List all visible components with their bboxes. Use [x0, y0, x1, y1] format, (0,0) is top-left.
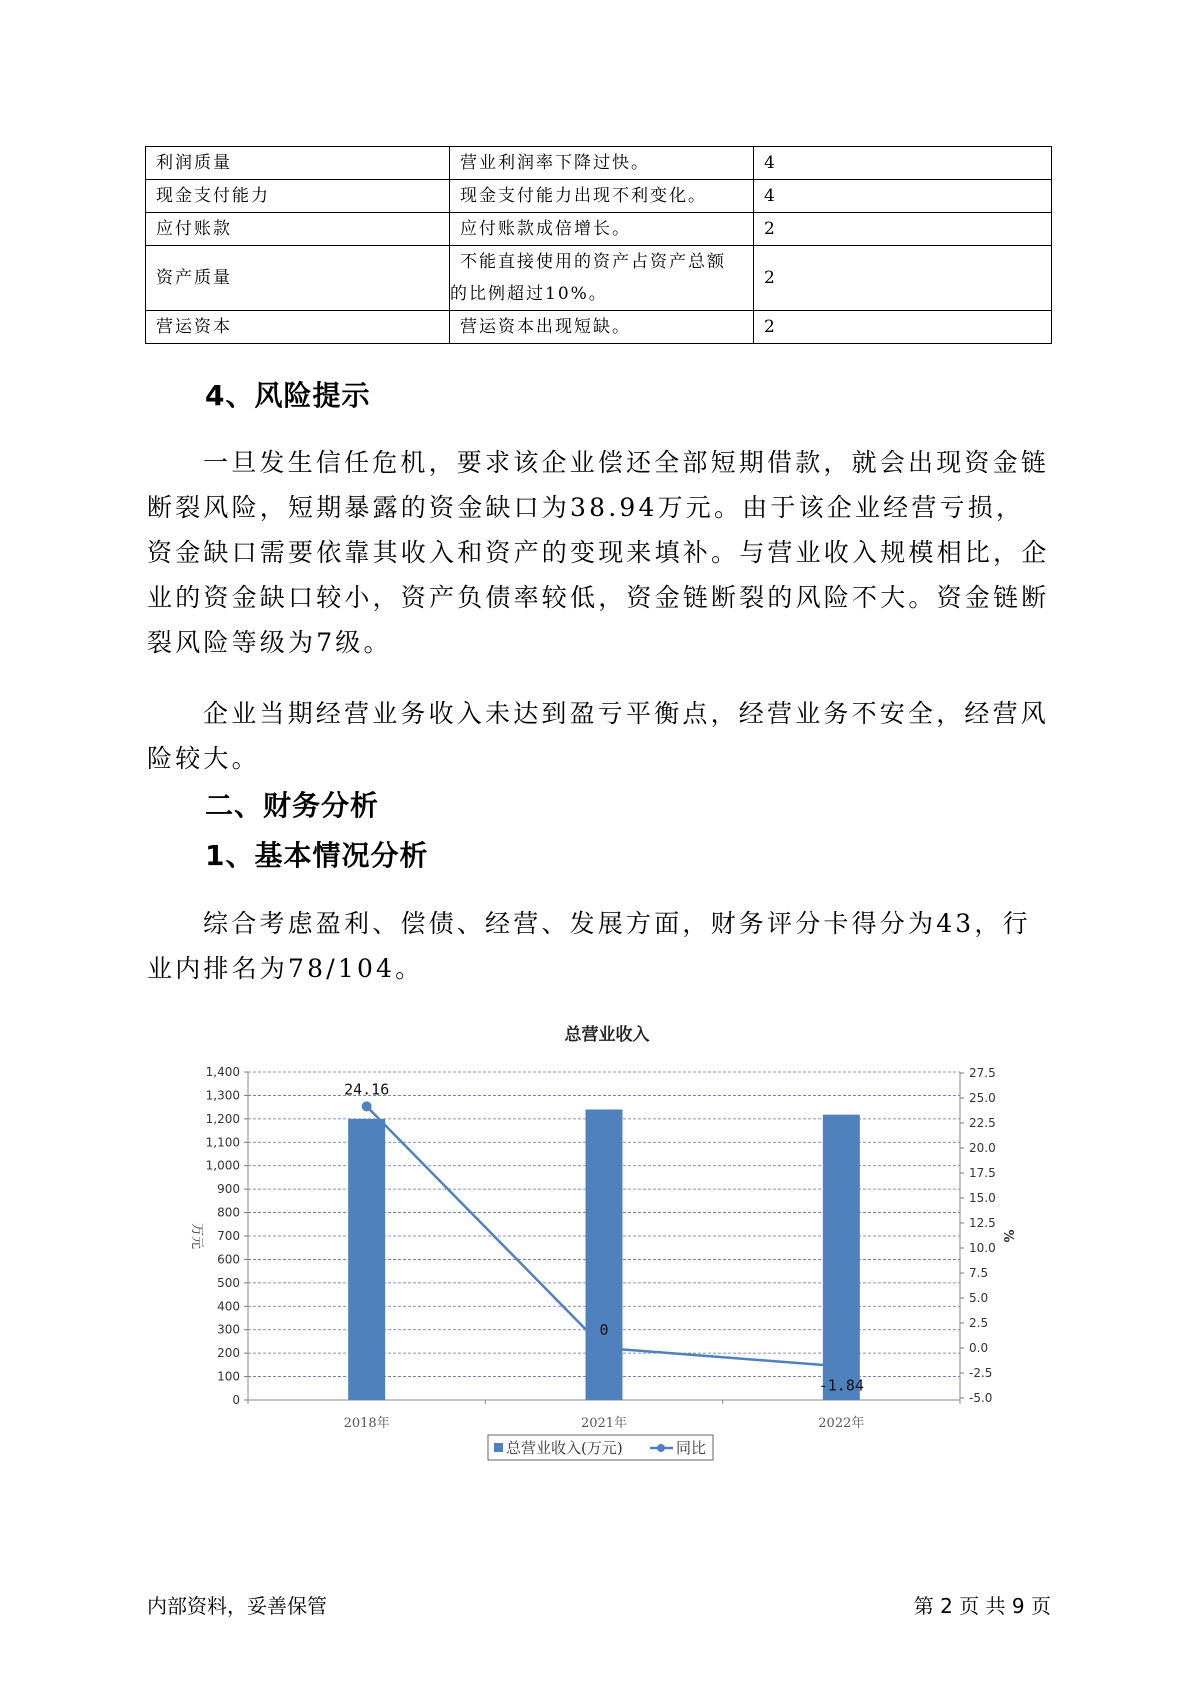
- y-left-tick-label: 1,000: [205, 1158, 240, 1173]
- y-right-tick-label: 17.5: [969, 1166, 996, 1180]
- legend-bar-label: 总营业收入(万元): [506, 1439, 623, 1457]
- table-cell-score: 2: [754, 246, 1052, 311]
- table-row: [146, 311, 1052, 344]
- y-right-tick-label: -2.5: [969, 1366, 993, 1380]
- table-cell-score: 4: [754, 147, 1052, 180]
- yoy-label: 24.16: [344, 1080, 390, 1099]
- issues-table: [145, 146, 1052, 344]
- y-left-tick-label: 800: [217, 1205, 240, 1220]
- x-tick-label: 2021年: [580, 1416, 628, 1431]
- y-right-tick-label: 5.0: [969, 1291, 989, 1305]
- y-left-tick-label: 300: [217, 1322, 240, 1337]
- y-left-tick-label: 1,100: [205, 1135, 240, 1150]
- x-tick-label: 2018年: [343, 1416, 390, 1431]
- y-left-axis-label: 万元: [189, 1222, 204, 1250]
- revenue-chart: [0, 1005, 1191, 1485]
- section4-paragraph-1: 一旦发生信任危机，要求该企业偿还全部短期借款，就会出现资金链断裂风险，短期暴露的资金缺口为38.94万元。由于该企业经营亏损，资金缺口需要依靠其收入和资产的变现来填补。与营业收入规模相比，企业的资金缺口较小，资产负债率较低，资金链断裂的风险不大。资金链断裂风险等级为7级。: [147, 448, 1050, 657]
- table-cell-item: 资产质量: [146, 246, 450, 311]
- table-row: [146, 213, 1052, 246]
- y-left-tick-label: 500: [217, 1275, 240, 1290]
- y-right-tick-label: -5.0: [969, 1391, 993, 1405]
- legend-bar-swatch: [494, 1443, 503, 1452]
- yoy-point: [362, 1101, 372, 1111]
- footer-page-number: 第 2 页 共 9 页: [913, 1594, 1051, 1618]
- y-right-tick-label: 20.0: [969, 1141, 996, 1155]
- section4-heading: 4、风险提示: [205, 379, 371, 412]
- y-right-tick-label: 15.0: [969, 1191, 996, 1205]
- basic-analysis-heading: 1、基本情况分析: [205, 839, 429, 872]
- table-row: [146, 147, 1052, 180]
- yoy-label: 0: [599, 1321, 609, 1339]
- y-right-axis-label: %: [1000, 1229, 1015, 1243]
- y-right-tick-label: 2.5: [969, 1316, 989, 1330]
- y-right-tick-label: 27.5: [969, 1066, 996, 1080]
- y-right-tick-label: 22.5: [969, 1116, 996, 1130]
- table-cell-score: 2: [754, 213, 1052, 246]
- section4-paragraph-2: 企业当期经营业务收入未达到盈亏平衡点，经营业务不安全，经营风险较大。: [147, 699, 1050, 773]
- y-left-tick-label: 1,400: [205, 1065, 240, 1079]
- table-cell-description: 营运资本出现短缺。: [450, 311, 754, 344]
- bar-2021年: [586, 1109, 623, 1400]
- bar-2022年: [823, 1115, 860, 1400]
- table-cell-item: 现金支付能力: [146, 180, 450, 213]
- table-row: [146, 246, 1052, 311]
- y-right-tick-label: 25.0: [969, 1091, 996, 1105]
- y-left-tick-label: 1,200: [205, 1111, 240, 1126]
- yoy-label: -1.84: [818, 1376, 864, 1395]
- y-left-tick-label: 600: [217, 1252, 240, 1267]
- table-cell-score: 2: [754, 311, 1052, 344]
- table-cell-item: 营运资本: [146, 311, 450, 344]
- table-row: [146, 180, 1052, 213]
- table-cell-score: 4: [754, 180, 1052, 213]
- bar-2018年: [348, 1119, 385, 1400]
- y-right-tick-label: 12.5: [969, 1216, 996, 1230]
- table-cell-description: 营业利润率下降过快。: [450, 147, 754, 180]
- legend-line-marker: [657, 1444, 665, 1452]
- legend-line-label: 同比: [676, 1439, 707, 1457]
- y-left-tick-label: 700: [217, 1229, 240, 1243]
- y-right-tick-label: 10.0: [969, 1241, 996, 1255]
- y-left-tick-label: 900: [217, 1182, 240, 1197]
- finance-heading: 二、财务分析: [205, 789, 380, 822]
- x-tick-label: 2022年: [818, 1416, 865, 1431]
- y-left-tick-label: 1,300: [205, 1088, 240, 1103]
- footer-confidential: 内部资料，妥善保管: [147, 1594, 327, 1618]
- table-cell-description: 不能直接使用的资产占资产总额的比例超过10%。: [450, 246, 754, 311]
- y-left-tick-label: 400: [217, 1299, 240, 1314]
- table-cell-item: 应付账款: [146, 213, 450, 246]
- y-left-tick-label: 0: [232, 1393, 240, 1407]
- table-cell-description: 应付账款成倍增长。: [450, 213, 754, 246]
- chart-title: 总营业收入: [564, 1025, 650, 1045]
- table-cell-description: 现金支付能力出现不利变化。: [450, 180, 754, 213]
- y-right-tick-label: 0.0: [969, 1341, 989, 1355]
- y-right-tick-label: 7.5: [969, 1266, 989, 1280]
- basic-analysis-paragraph: 综合考虑盈利、偿债、经营、发展方面，财务评分卡得分为43，行业内排名为78/104。: [147, 909, 1031, 983]
- y-left-tick-label: 200: [217, 1346, 240, 1361]
- table-cell-item: 利润质量: [146, 147, 450, 180]
- y-left-tick-label: 100: [217, 1369, 240, 1384]
